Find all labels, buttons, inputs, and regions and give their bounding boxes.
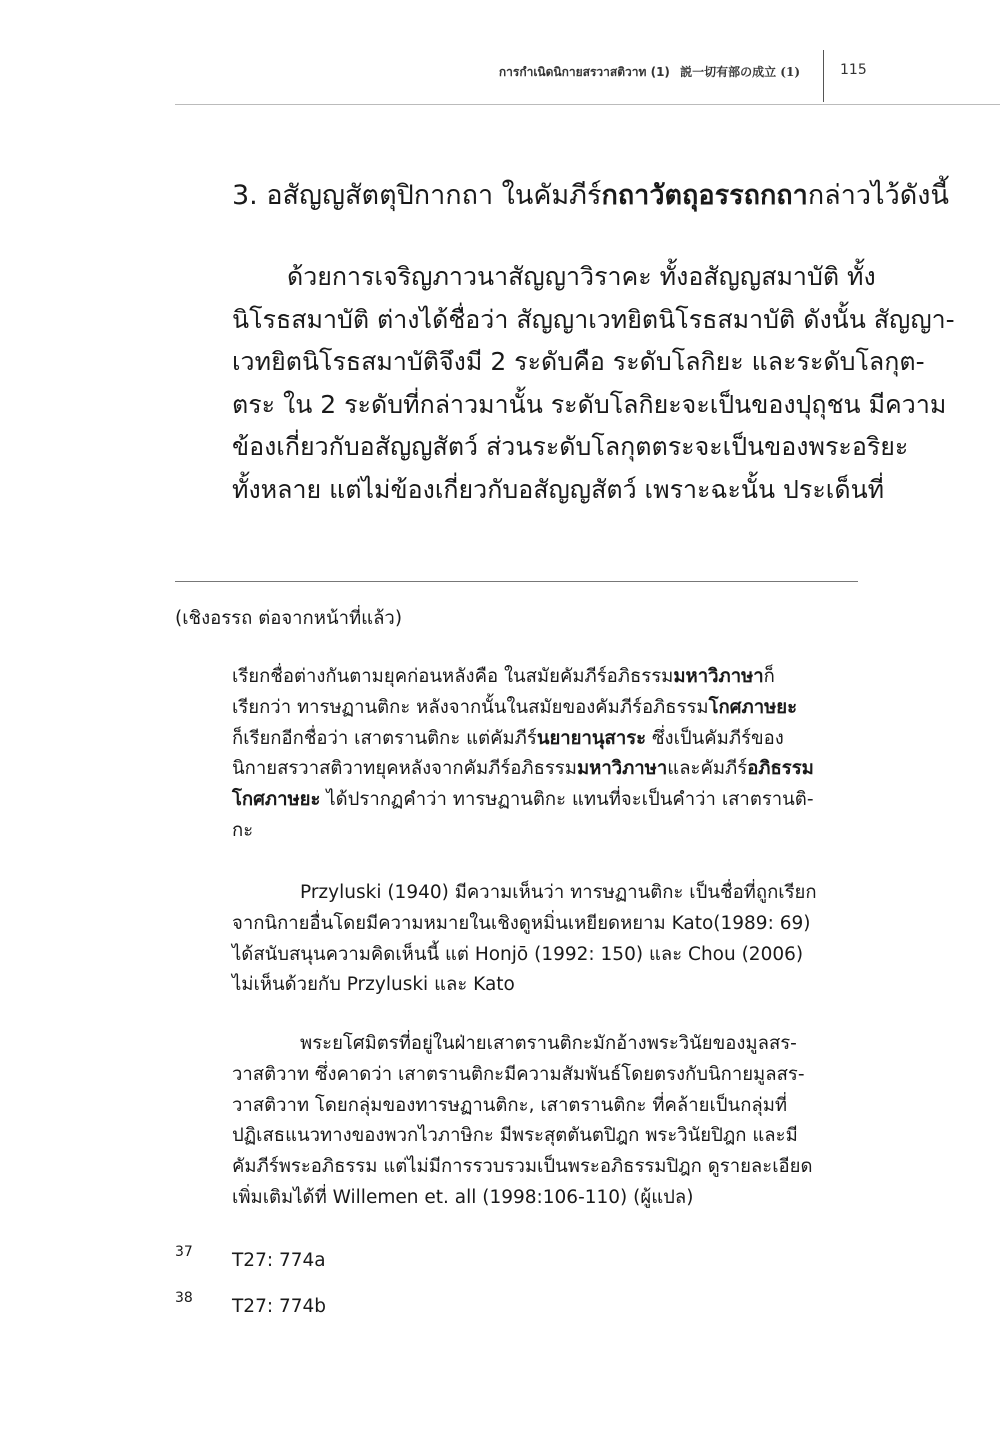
running-header	[499, 63, 800, 82]
footnote-bold-term: โกศภาษยะ	[708, 696, 798, 718]
footnote-number: 38	[175, 1290, 193, 1306]
body-line: ตระ ใน 2 ระดับที่กล่าวมานั้น ระดับโลกิยะจะเป็นของปุถุชน มีความ	[232, 389, 947, 419]
footnote-paragraph-3	[232, 1029, 858, 1214]
footnote-line	[232, 693, 858, 724]
footnote-continued-label: (เชิงอรรถ ต่อจากหน้าที่แล้ว)	[175, 608, 403, 629]
footnote-text: ก็เรียกอีกชื่อว่า เสาตรานติกะ แต่คัมภีร์	[232, 727, 537, 749]
footnote-text: เรียกชื่อต่างกันตามยุคก่อนหลังคือ ในสมัยคัมภีร์อภิธรรม	[232, 666, 674, 687]
page-number: 115	[840, 62, 867, 78]
main-paragraph	[232, 256, 955, 511]
footnote-bold-term: มหาวิภาษา	[673, 666, 764, 687]
footnote-text: ก็	[763, 666, 775, 687]
footnote-text: ซึ่งเป็นคัมภีร์ของ	[646, 727, 784, 749]
footnote-text: ได้ปรากฏคำว่า ทารษฏานติกะ แทนที่จะเป็นคำว่า เสาตรานติ-	[320, 789, 814, 811]
footnote-reference: T27: 774a	[232, 1250, 326, 1271]
running-title: การกำเนิดนิกายสรวาสติวาท (1)	[498, 65, 670, 79]
footnote-reference: T27: 774b	[232, 1296, 327, 1317]
footnote-separator	[175, 581, 858, 582]
footnote-line: ไม่เห็นด้วยกับ Przyluski และ Kato	[232, 974, 515, 996]
body-line: เวทยิตนิโรธสมาบัติจึงมี 2 ระดับคือ ระดับโลกิยะ และระดับโลกุต-	[232, 347, 925, 376]
heading-suffix: กล่าวไว้ดังนี้	[807, 180, 949, 211]
footnote-line: ได้สนับสนุนความคิดเห็นนี้ แต่ Honjō (1992: 150) และ Chou (2006)	[232, 943, 804, 965]
footnote-paragraph-2	[232, 878, 858, 1001]
running-title-cjk: 説一切有部の成立 (1)	[680, 65, 800, 79]
body-line: ทั้งหลาย แต่ไม่ข้องเกี่ยวกับอสัญญสัตว์ เพราะฉะนั้น ประเด็นที่	[232, 474, 885, 504]
footnote-bold-term: มหาวิภาษา	[576, 758, 668, 780]
header-divider-vertical	[823, 50, 824, 102]
footnote-line: คัมภีร์พระอภิธรรม แต่ไม่มีการรวบรวมเป็นพระอภิธรรมปิฎก ดูรายละเอียด	[232, 1156, 813, 1178]
heading-prefix: 3. อสัญญสัตตุปิกากถา ในคัมภีร์	[232, 180, 602, 211]
footnote-line: วาสติวาท โดยกลุ่มของทารษฏานติกะ, เสาตรานติกะ ที่คล้ายเป็นกลุ่มที่	[232, 1094, 788, 1116]
footnote-bold-term: โกศภาษยะ	[232, 789, 321, 811]
body-line: ข้องเกี่ยวกับอสัญญสัตว์ ส่วนระดับโลกุตตระจะเป็นของพระอริยะ	[232, 432, 909, 461]
footnote-line: จากนิกายอื่นโดยมีความหมายในเชิงดูหมิ่นเหยียดหยาม Kato(1989: 69)	[232, 912, 811, 934]
footnote-line: พระยโศมิตรที่อยู่ในฝ่ายเสาตรานติกะมักอ้างพระวินัยของมูลสร-	[300, 1033, 797, 1054]
footnote-number: 37	[175, 1244, 193, 1260]
body-line: ด้วยการเจริญภาวนาสัญญาวิราคะ ทั้งอสัญญสมาบัติ ทั้ง	[287, 262, 876, 291]
footnote-line: เพิ่มเติมได้ที่ Willemen et. all (1998:106-110) (ผู้แปล)	[232, 1186, 694, 1208]
footnote-bold-term: อภิธรรม	[747, 758, 814, 780]
heading-bold-title: กถาวัตถุอรรถกถา	[601, 180, 808, 211]
header-divider-horizontal	[175, 104, 1000, 105]
footnote-paragraph-1	[232, 662, 858, 847]
footnote-line	[232, 662, 858, 693]
body-line: นิโรธสมาบัติ ต่างได้ชื่อว่า สัญญาเวทยิตนิโรธสมาบัติ ดังนั้น สัญญา-	[232, 304, 955, 334]
footnote-line: วาสติวาท ซึ่งคาดว่า เสาตรานติกะมีความสัมพันธ์โดยตรงกับนิกายมูลสร-	[232, 1063, 805, 1085]
footnote-line: Przyluski (1940) มีความเห็นว่า ทารษฏานติกะ เป็นชื่อที่ถูกเรียก	[300, 882, 817, 903]
footnote-text: และคัมภีร์	[667, 758, 748, 780]
footnote-line	[232, 724, 858, 755]
section-heading	[232, 178, 949, 214]
footnote-text: นิกายสรวาสติวาทยุคหลังจากคัมภีร์อภิธรรม	[232, 758, 577, 780]
footnote-line	[232, 785, 858, 816]
footnote-line	[232, 754, 858, 785]
footnote-bold-term: นยายานุสาระ	[536, 727, 647, 749]
footnote-text: เรียกว่า ทารษฏานติกะ หลังจากนั้นในสมัยของคัมภีร์อภิธรรม	[232, 696, 709, 718]
footnote-line: ปฏิเสธแนวทางของพวกไวภาษิกะ มีพระสุตตันตปิฎก พระวินัยปิฎก และมี	[232, 1125, 798, 1147]
footnote-line: กะ	[232, 819, 254, 841]
